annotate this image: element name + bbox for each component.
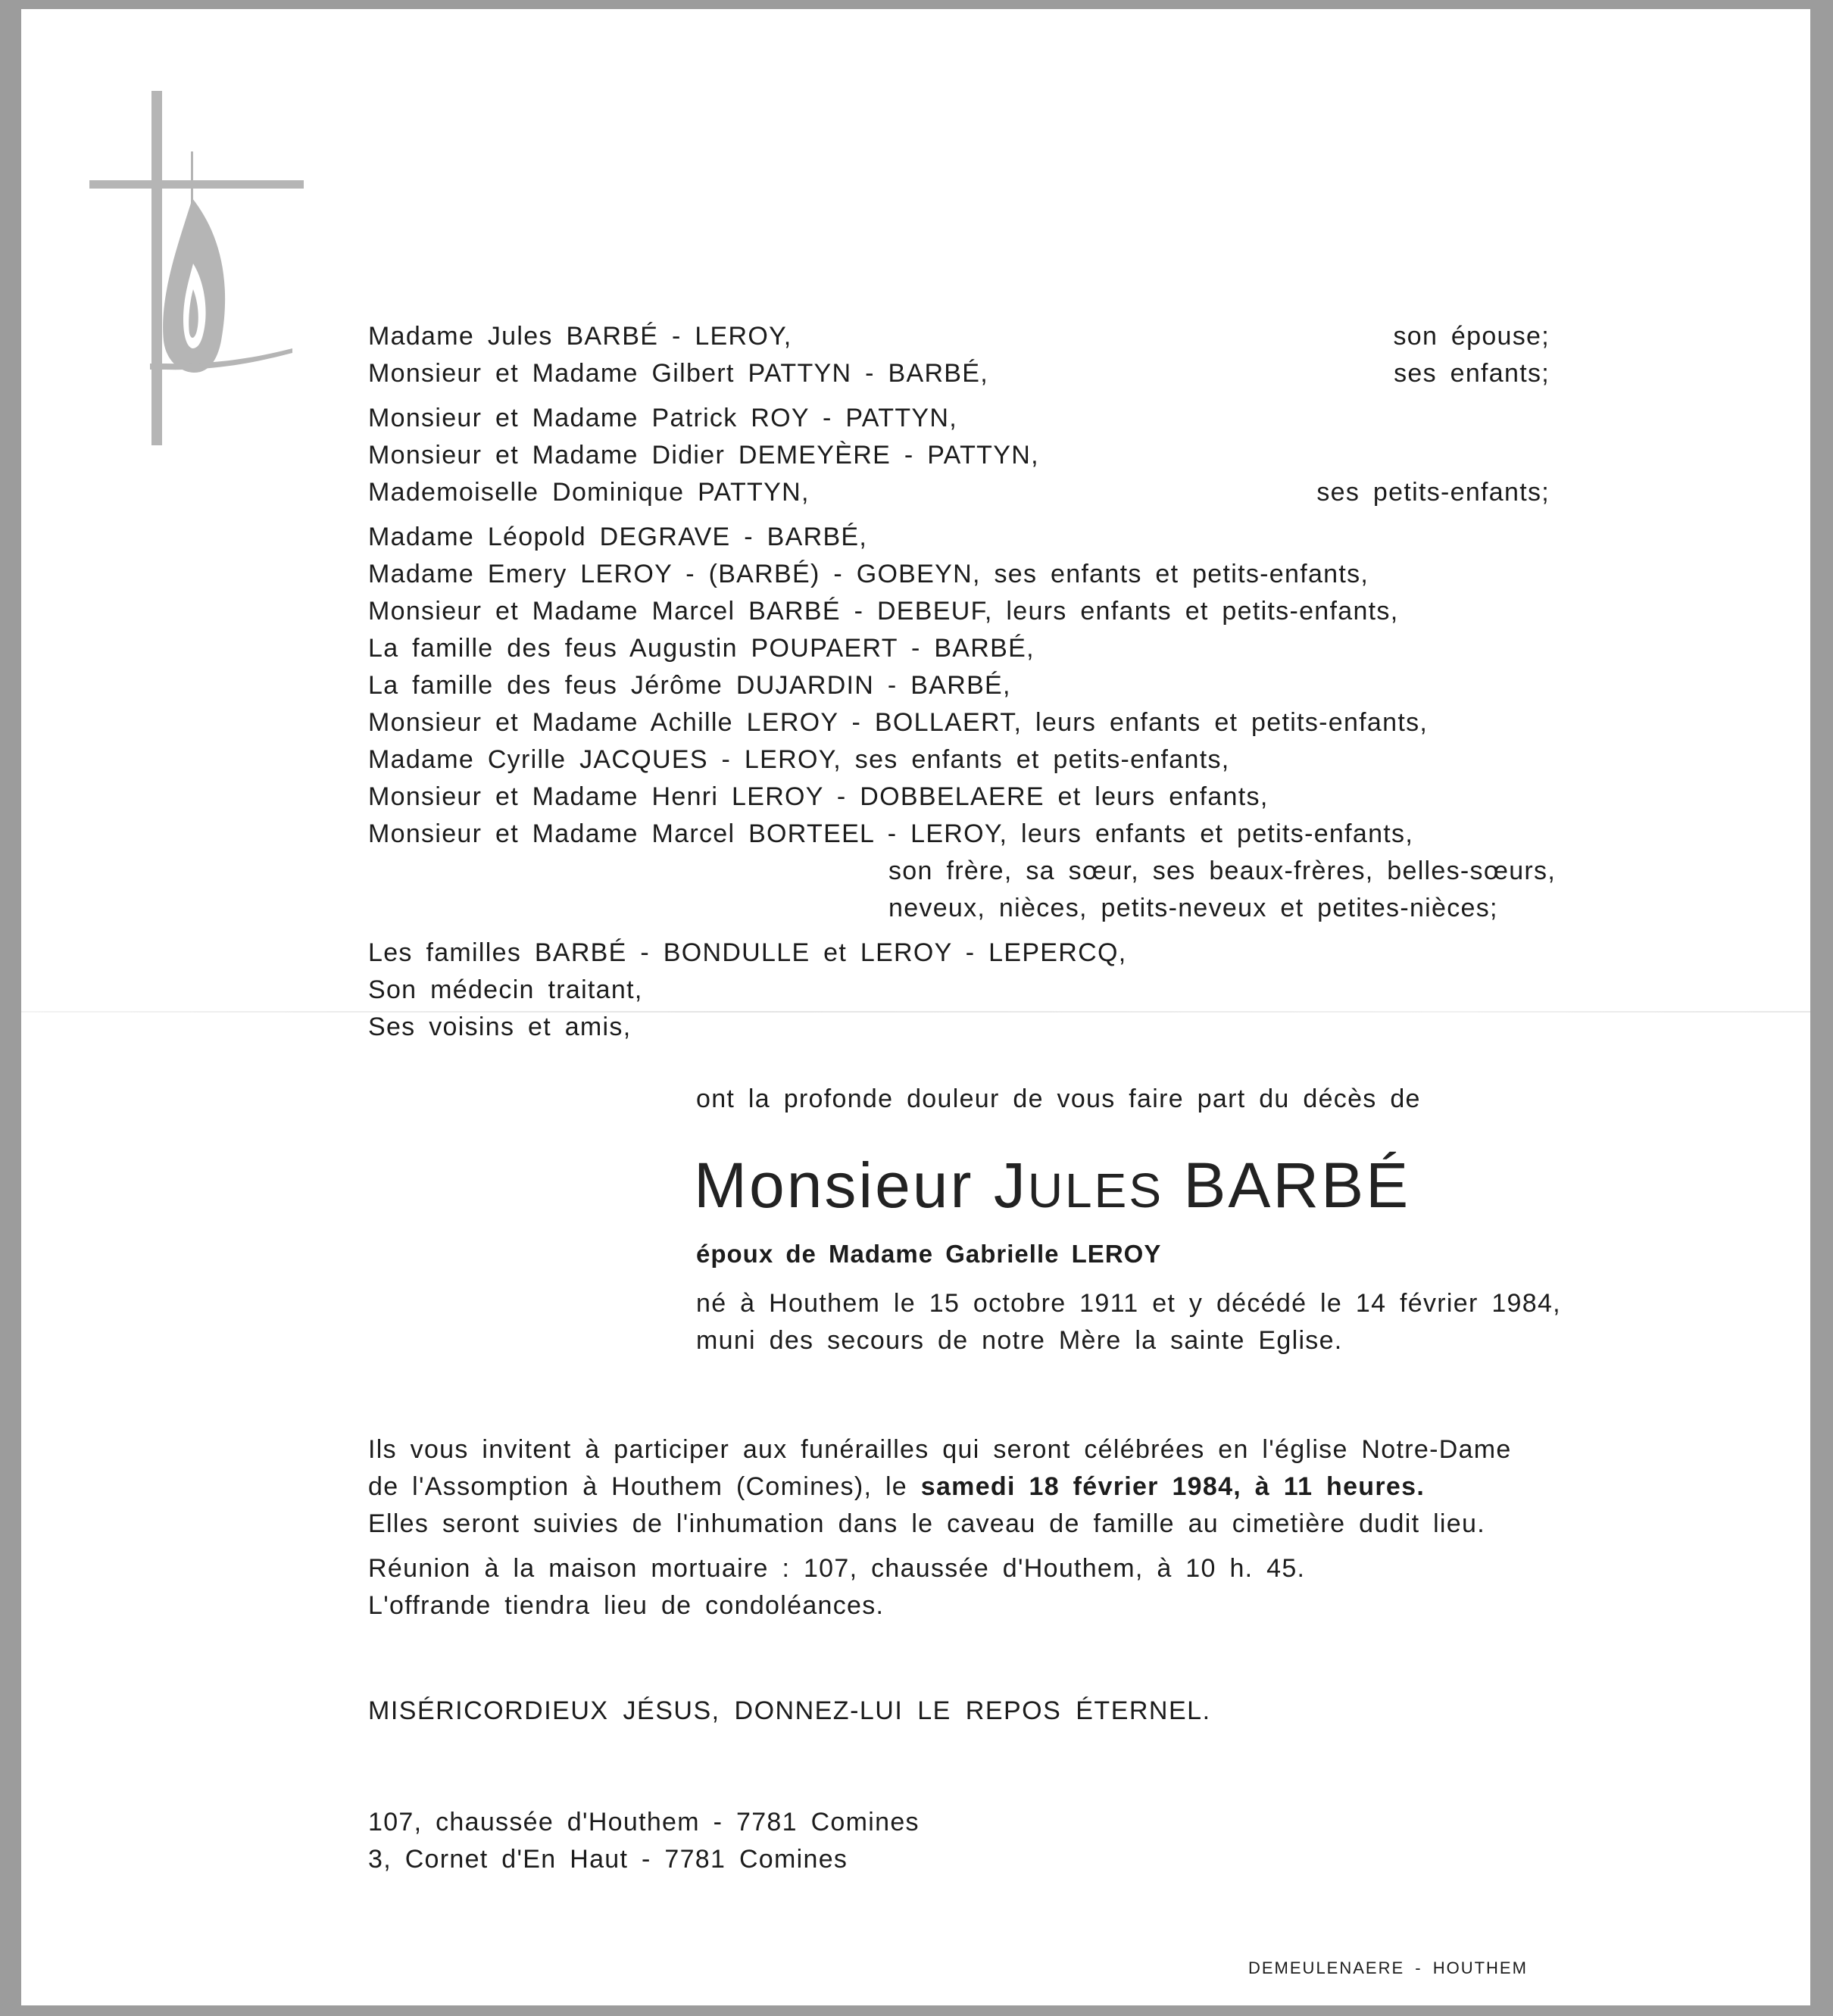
funeral-line-5: L'offrande tiendra lieu de condoléances. [368,1591,885,1620]
mourner-row [368,816,1550,853]
mourner-name: Monsieur et Madame Achille LEROY - BOLLAERT, leurs enfants et petits-enfants, [368,708,1429,737]
printer-credit: DEMEULENAERE - HOUTHEM [1248,1958,1528,1977]
deceased-surname: BARBÉ [1183,1150,1411,1221]
mourner-name: Monsieur et Madame Didier DEMEYÈRE - PATTYN, [368,441,1039,470]
funeral-line-2-start: de l'Assomption à Houthem (Comines), le [368,1472,921,1501]
mourner-name: Madame Cyrille JACQUES - LEROY, ses enfants et petits-enfants, [368,745,1230,774]
mourner-row [368,593,1550,630]
funeral-line-4: Réunion à la maison mortuaire : 107, chaussée d'Houthem, à 10 h. 45. [368,1554,1306,1583]
mourner-row [368,853,1557,890]
funeral-date-time: samedi 18 février 1984, à 11 heures. [920,1472,1425,1501]
mourning-card [21,9,1810,2005]
mourner-name: Monsieur et Madame Gilbert PATTYN - BARBÉ, [368,359,988,388]
mourner-row [368,890,1550,927]
funeral-details [368,1431,1512,1624]
mourner-name: son frère, sa sœur, ses beaux-frères, belles-sœurs, [888,857,1557,885]
mourner-row [368,630,1550,667]
mourner-row [368,972,1550,1009]
mourner-name: Monsieur et Madame Henri LEROY - DOBBELAERE et leurs enfants, [368,782,1269,811]
mourner-name: Monsieur et Madame Patrick ROY - PATTYN, [368,404,957,432]
spouse-line: époux de Madame Gabrielle LEROY [696,1240,1162,1268]
funeral-line-1: Ils vous invitent à participer aux funérailles qui seront célébrées en l'église Notre-Dame [368,1435,1512,1464]
deceased-first-initial: J [993,1150,1028,1221]
mourner-name: Madame Emery LEROY - (BARBÉ) - GOBEYN, ses enfants et petits-enfants, [368,560,1369,588]
mourner-row [368,779,1550,816]
deceased-first-rest: ULES [1027,1163,1164,1218]
addresses [368,1804,920,1878]
life-details [696,1285,1561,1359]
sacraments-line: muni des secours de notre Mère la sainte Eglise. [696,1326,1343,1355]
mourner-row [368,556,1550,593]
mourner-row [368,667,1550,704]
mourner-relation: ses petits-enfants; [1316,478,1550,507]
mourner-name: neveux, nièces, petits-neveux et petites-nièces; [888,894,1498,922]
mourner-name: Madame Léopold DEGRAVE - BARBÉ, [368,523,868,551]
mourner-name: La famille des feus Augustin POUPAERT - BARBÉ, [368,634,1035,663]
mourner-row [368,519,1550,556]
mourner-row [368,400,1550,437]
mourner-row [368,741,1550,779]
address-2: 3, Cornet d'En Haut - 7781 Comines [368,1845,848,1874]
mourner-row [368,474,1550,511]
mourners-list [368,318,1557,1046]
mourner-name: La famille des feus Jérôme DUJARDIN - BARBÉ, [368,671,1011,700]
announcement-text: ont la profonde douleur de vous faire part du décès de [696,1084,1421,1113]
mourner-row [368,318,1550,355]
mourner-name: Monsieur et Madame Marcel BARBÉ - DEBEUF, leurs enfants et petits-enfants, [368,597,1399,626]
birth-death-line: né à Houthem le 15 octobre 1911 et y décédé le 14 février 1984, [696,1289,1561,1318]
mourner-row [368,704,1550,741]
funeral-line-3: Elles seront suivies de l'inhumation dans le caveau de famille au cimetière dudit lieu. [368,1509,1485,1538]
deceased-title: Monsieur [694,1150,974,1221]
mourner-row [368,355,1550,392]
mourner-name: Les familles BARBÉ - BONDULLE et LEROY - LEPERCQ, [368,938,1127,967]
funeral-line-2 [368,1468,1512,1506]
mourner-row [368,437,1550,474]
mourner-row [368,1009,1550,1046]
mourner-name: Son médecin traitant, [368,975,643,1004]
mourner-name: Ses voisins et amis, [368,1013,632,1041]
address-1: 107, chaussée d'Houthem - 7781 Comines [368,1808,920,1837]
mourner-name: Madame Jules BARBÉ - LEROY, [368,322,792,351]
prayer-line: MISÉRICORDIEUX JÉSUS, DONNEZ-LUI LE REPOS ÉTERNEL. [368,1696,1211,1725]
mourner-relation: son épouse; [1393,322,1550,351]
mourner-row [368,935,1550,972]
mourner-relation: ses enfants; [1394,359,1550,388]
mourner-name: Mademoiselle Dominique PATTYN, [368,478,810,507]
mourner-name: Monsieur et Madame Marcel BORTEEL - LEROY, leurs enfants et petits-enfants, [368,819,1414,848]
deceased-name [694,1149,1410,1222]
cross-candle-icon [89,91,317,447]
